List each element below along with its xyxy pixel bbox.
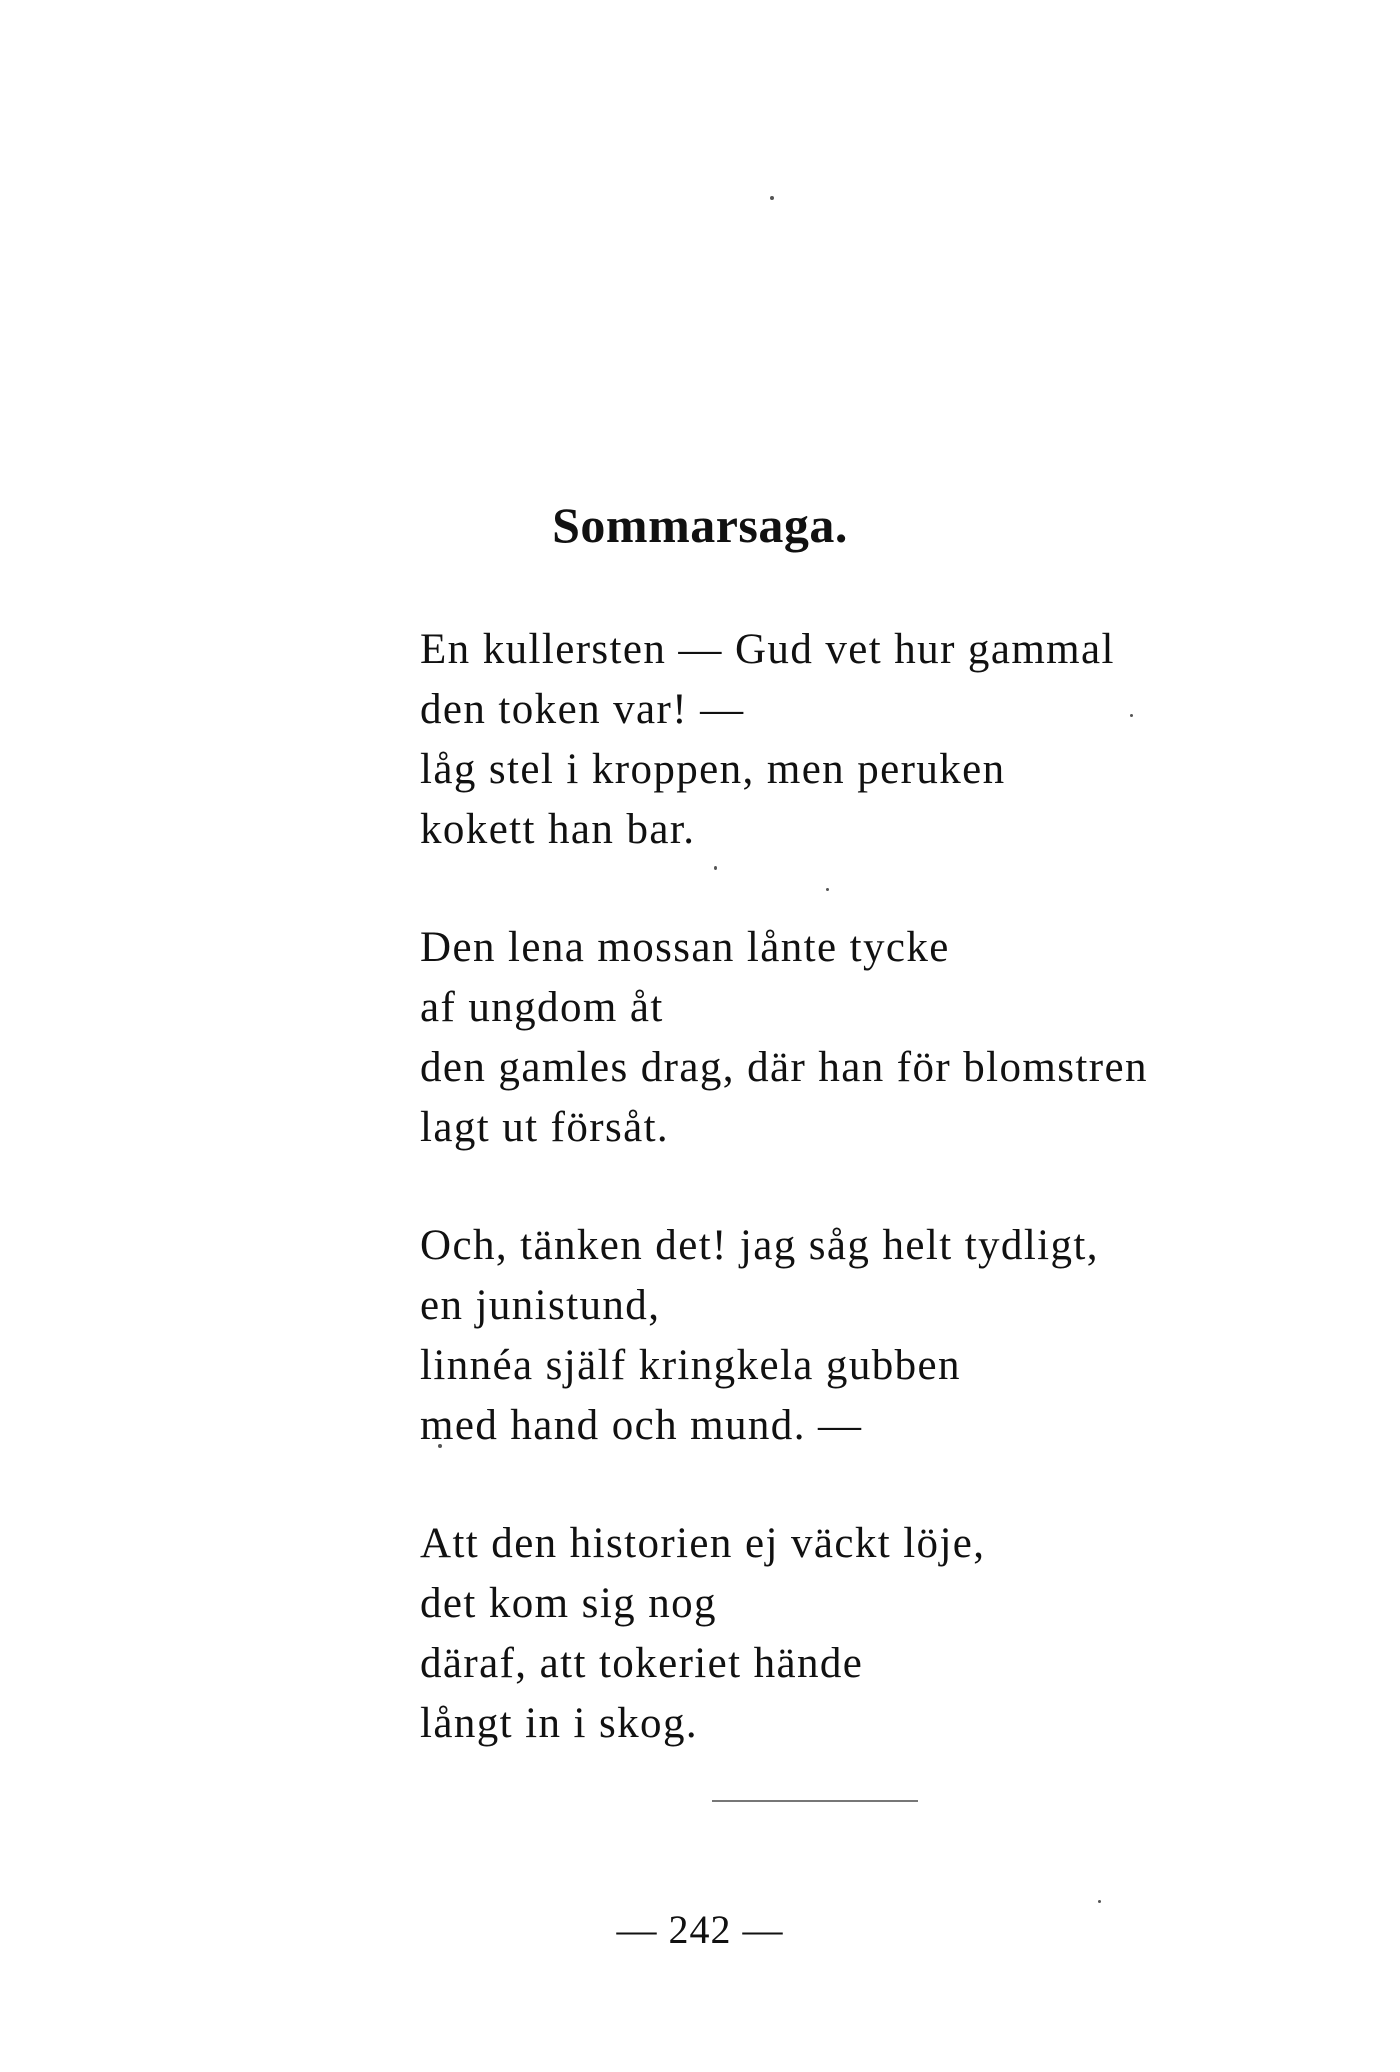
poem-body [420,620,1320,1812]
poem-line: lagt ut försåt. [420,1104,670,1151]
page-number: — 242 — [616,1907,784,1952]
poem-line: låg stel i kroppen, men peruken [420,746,1006,793]
poem-line: det kom sig nog [420,1580,717,1627]
stanza [420,1514,1320,1754]
poem-line: med hand och mund. — [420,1402,863,1449]
poem-line: Att den historien ej väckt löje, [420,1520,986,1567]
print-speck [770,196,774,200]
stanza [420,620,1320,860]
poem-line: Den lena mossan lånte tycke [420,924,950,971]
poem-line: den token var! — [420,686,745,733]
poem-line: en junistund, [420,1282,661,1329]
section-divider [712,1800,918,1802]
stanza [420,1216,1320,1456]
poem-line: långt in i skog. [420,1700,699,1747]
poem-line: Och, tänken det! jag såg helt tydligt, [420,1222,1099,1269]
stanza [420,918,1320,1158]
poem-line: linnéa själf kringkela gubben [420,1342,961,1389]
poem-title: Sommarsaga. [552,497,848,553]
poem-line: En kullersten — Gud vet hur gammal [420,626,1115,673]
poem-line: kokett han bar. [420,806,696,853]
poem-line: af ungdom åt [420,984,664,1031]
poem-line: däraf, att tokeriet hände [420,1640,864,1687]
print-speck [1098,1900,1101,1903]
poem-line: den gamles drag, där han för blomstren [420,1044,1148,1091]
